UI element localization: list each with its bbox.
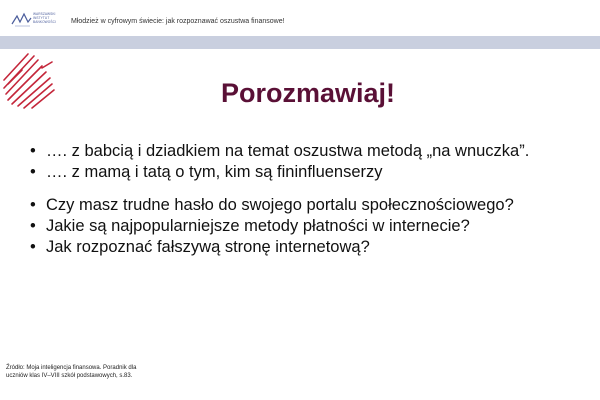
list-item-text: …. z babcią i dziadkiem na temat oszustwa metodą „na wnuczka”. (46, 142, 530, 160)
list-item (30, 237, 595, 258)
logo-text-line: INSTYTUT (33, 16, 50, 21)
list-item-text: Jak rozpoznać fałszywą stronę internetową? (46, 238, 370, 256)
list-item (30, 141, 595, 162)
list-item (30, 162, 595, 183)
header-title: Młodzież w cyfrowym świecie: jak rozpoznawać oszustwa finansowe! (71, 18, 285, 25)
slide-header (0, 0, 600, 37)
list-spacer (30, 183, 595, 195)
bullet-icon: • (30, 163, 36, 181)
logo-text-line: BANKOWOŚCI (33, 20, 56, 25)
list-item (30, 195, 595, 216)
list-item (30, 216, 595, 237)
bullet-icon: • (30, 238, 36, 256)
source-line: uczniów klas IV–VIII szkół podstawowych, s.83. (6, 373, 133, 379)
slide-heading: Porozmawiaj! (220, 78, 396, 108)
discussion-list (30, 141, 595, 258)
source-line: Źródło: Moja inteligencja finansowa. Poradnik dla (6, 365, 137, 371)
list-item-text: Czy masz trudne hasło do swojego portalu społecznościowego? (46, 196, 514, 214)
logo-text-line: WARSZAWSKI (33, 12, 56, 16)
header-band (0, 36, 600, 49)
list-item-text: …. z mamą i tatą o tym, kim są fininfluenserzy (46, 163, 383, 181)
logo-text (33, 12, 63, 25)
list-item-text: Jakie są najpopularniejsze metody płatności w internecie? (46, 217, 470, 235)
bullet-icon: • (30, 142, 36, 160)
bullet-icon: • (30, 196, 36, 214)
bullet-icon: • (30, 217, 36, 235)
source-note (6, 364, 166, 380)
